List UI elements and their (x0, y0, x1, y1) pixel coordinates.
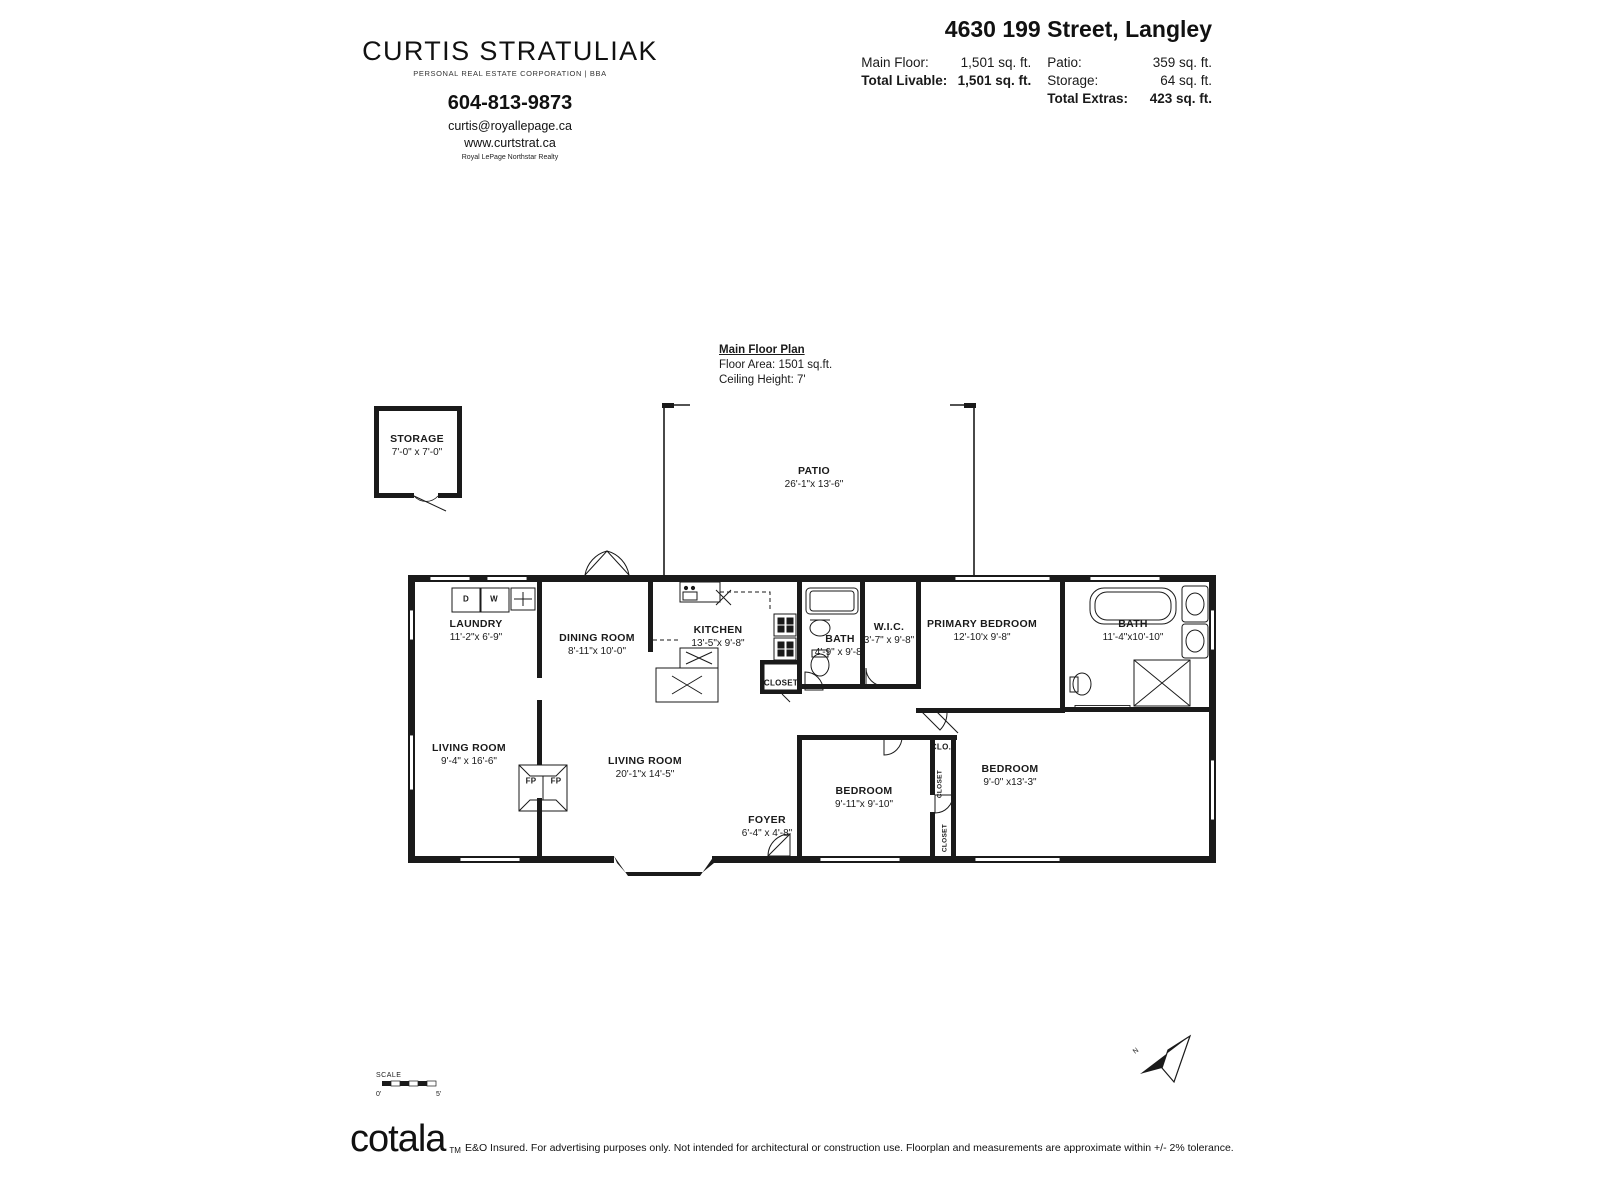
fixture-label-text: W (490, 594, 498, 604)
room-dimension: 11'-2"x 6'-9" (449, 632, 503, 643)
fixture-label (490, 593, 498, 606)
scale-bar-block (376, 1072, 446, 1100)
room-name: FOYER (748, 814, 786, 826)
room-dimension: 7'-0" x 7'-0" (391, 447, 443, 458)
room-dimension: 26'-1"x 13'-6" (784, 479, 844, 490)
stat-value: 359 sq. ft. (1152, 55, 1212, 70)
room-name: BATH (825, 633, 855, 645)
room-name: BEDROOM (835, 785, 893, 797)
fixture-label-text: FP (550, 776, 562, 786)
cotala-logo: cotala (350, 1118, 446, 1160)
compass-rose (1128, 1030, 1198, 1092)
room-name: PATIO (797, 465, 831, 477)
fixture-label-text: CLOSET (941, 823, 949, 853)
plan-notes-floor-area: Floor Area: 1501 sq.ft. (719, 359, 833, 371)
fixture-label (764, 677, 798, 690)
room-dimension: 6'-4" x 4'-8" (741, 828, 793, 839)
room-dimension: 12'-10'x 9'-8" (953, 632, 1011, 643)
room-dimension: 13'-5"x 9'-8" (691, 638, 745, 649)
room-name: DINING ROOM (559, 632, 635, 644)
footer-disclaimer: E&O Insured. For advertising purposes only. Not intended for architectural or construction use. Floorplan and measurements are approximate within +/- 2% tolerance. (464, 1142, 1234, 1154)
room-label (785, 465, 844, 491)
room-name: KITCHEN (693, 624, 743, 636)
fixture-label-text: FP (525, 776, 537, 786)
compass-north-label: N (1131, 1046, 1141, 1056)
stat-label: Total Livable: (861, 73, 948, 88)
fixture-label-text: CLOSET (763, 678, 799, 688)
room-label (815, 633, 865, 659)
room-dimension: 3'-7" x 9'-8" (863, 635, 915, 646)
brand-brokerage: Royal LePage Northstar Realty (461, 154, 559, 161)
stat-value: 423 sq. ft. (1149, 91, 1212, 106)
bath-fixtures-left (806, 588, 858, 676)
room-label (390, 433, 444, 459)
room-name: PRIMARY BEDROOM (926, 618, 1038, 630)
room-name: STORAGE (390, 433, 444, 445)
room-label (1103, 618, 1164, 644)
stat-value: 1,501 sq. ft. (960, 55, 1032, 70)
room-name: W.I.C. (873, 621, 905, 633)
page-title: 4630 199 Street, Langley (944, 16, 1212, 42)
brand-name: CURTIS STRATULIAK (362, 36, 658, 66)
room-label (691, 624, 744, 650)
patio-corner-ticks (662, 403, 976, 408)
cotala-trademark: TM (449, 1146, 461, 1155)
room-name: LIVING ROOM (432, 742, 506, 754)
room-name: BEDROOM (981, 763, 1039, 775)
fireplace (519, 765, 567, 811)
room-label (608, 755, 682, 781)
fixture-label-text: CLOSET (936, 769, 944, 799)
fixture-label-text: D (462, 594, 470, 604)
room-label (927, 618, 1037, 644)
room-dimension: 9'-4" x 16'-6" (441, 756, 497, 767)
fixture-label-text: CLO. (930, 742, 952, 752)
room-name: LIVING ROOM (608, 755, 682, 767)
room-dimension: 9'-11"x 9'-10" (835, 799, 893, 810)
fixture-label (551, 775, 562, 788)
stat-value: 64 sq. ft. (1160, 73, 1212, 88)
stat-label: Patio: (1047, 55, 1082, 70)
windows (412, 579, 1213, 860)
room-label (559, 632, 635, 658)
room-label (449, 618, 502, 644)
room-name: BATH (1118, 618, 1148, 630)
stat-label: Total Extras: (1047, 91, 1128, 106)
room-label (432, 742, 506, 768)
stat-value: 1,501 sq. ft. (957, 73, 1032, 88)
scale-max: 5' (436, 1091, 442, 1098)
fixture-label (931, 741, 951, 754)
room-label (835, 785, 893, 811)
stat-label: Main Floor: (861, 55, 929, 70)
scale-ticks (376, 1091, 446, 1100)
brand-email: curtis@royallepage.ca (448, 119, 572, 133)
room-dimension: 4'-9" x 9'-8" (814, 647, 866, 658)
scale-min: 0' (376, 1091, 382, 1098)
scale-bar-graphic (376, 1079, 446, 1089)
room-label (864, 621, 914, 647)
room-label (982, 763, 1039, 789)
brand-website: www.curtstrat.ca (464, 136, 556, 150)
door-swings (585, 551, 958, 856)
room-dimension: 9'-0" x13'-3" (983, 777, 1037, 788)
brand-subtitle: PERSONAL REAL ESTATE CORPORATION | BBA (413, 69, 607, 78)
brand-phone: 604-813-9873 (447, 92, 573, 114)
room-label (742, 814, 792, 840)
footer (350, 1118, 1234, 1161)
fixture-label (526, 775, 537, 788)
room-dimension: 8'-11"x 10'-0" (568, 646, 626, 657)
scale-caption: SCALE (376, 1072, 402, 1079)
plan-notes-ceiling-height: Ceiling Height: 7' (719, 374, 806, 386)
fixture-label (463, 593, 469, 606)
room-dimension: 20'-1"x 14'-5" (615, 769, 675, 780)
room-dimension: 11'-4"x10'-10" (1102, 632, 1164, 643)
room-name: LAUNDRY (449, 618, 503, 630)
fixture-label (939, 824, 952, 852)
stat-label: Storage: (1047, 73, 1099, 88)
bath-fixtures-right (1070, 586, 1208, 706)
fixture-label (934, 770, 947, 798)
plan-notes-heading: Main Floor Plan (719, 344, 805, 356)
